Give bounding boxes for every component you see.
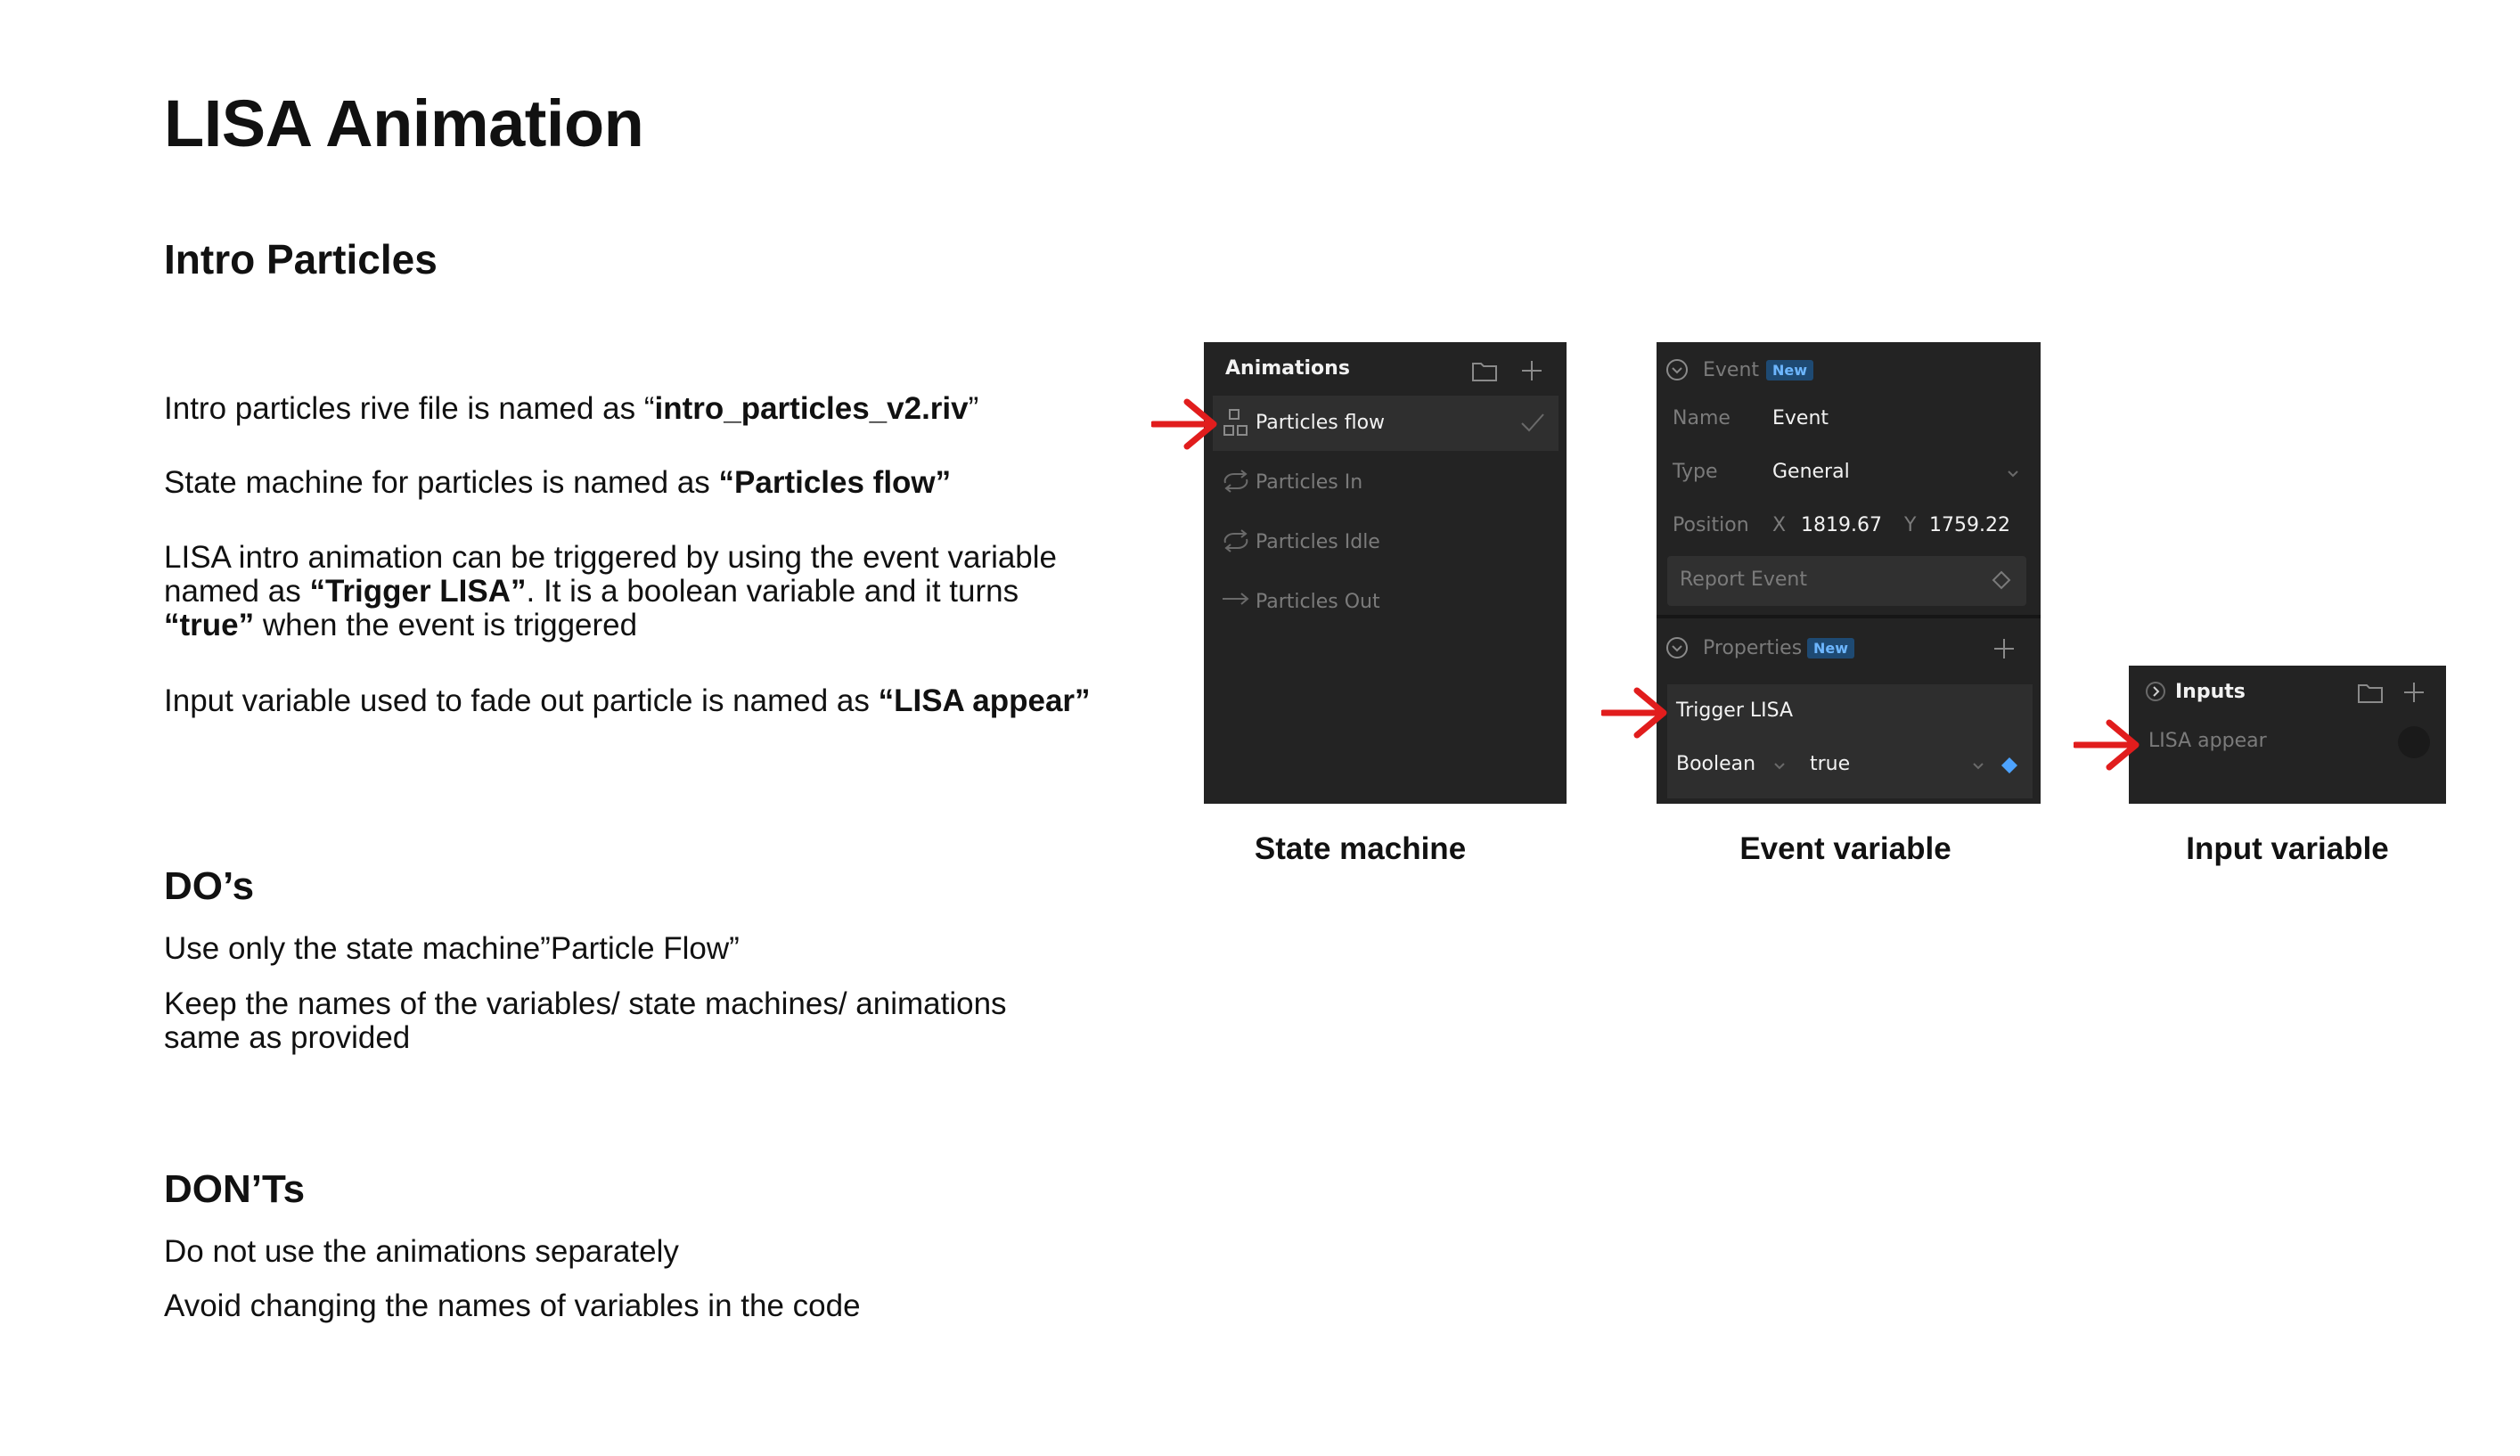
trigger-note: LISA intro animation can be triggered by using the event variable named as “Trigger LISA”. It is a boolean variable and it turns “true” when the event is triggered [164,540,1058,642]
dos-item: Keep the names of the variables/ state machines/ animations same as provided [164,986,1007,1055]
input-variable-caption: Input variable [2186,831,2389,866]
rive-file-note: Intro particles rive file is named as “intro_particles_v2.riv” [164,391,979,426]
add-icon[interactable] [1519,358,1544,383]
inputs-panel [2129,666,2446,804]
red-arrow-icon [2074,717,2140,773]
animation-item-particles-in[interactable]: Particles In [1256,471,1363,494]
x-label: X [1772,514,1787,536]
y-field[interactable]: 1759.22 [1929,514,2010,536]
property-name-field[interactable]: Trigger LISA [1676,699,1794,722]
collapse-icon[interactable] [1665,358,1689,381]
report-event-label: Report Event [1680,568,1807,591]
property-type-select[interactable]: Boolean [1676,753,1756,775]
animation-item-particles-idle[interactable]: Particles Idle [1256,531,1380,553]
donts-item: Avoid changing the names of variables in the code [164,1288,861,1323]
arrow-right-icon [1222,592,1250,606]
page-title: LISA Animation [164,86,644,160]
red-arrow-icon [1151,397,1217,452]
loop-icon [1222,469,1250,494]
input-variable-note: Input variable used to fade out particle is named as “LISA appear” [164,683,1091,718]
diamond-icon [1992,570,2011,590]
state-machine-panel [1204,342,1567,804]
chevron-down-icon[interactable] [1773,762,1786,771]
state-machine-note: State machine for particles is named as “Particles flow” [164,465,952,500]
animation-item-particles-flow[interactable]: Particles flow [1256,412,1386,434]
state-machine-caption: State machine [1254,831,1467,866]
panel-header: Animations [1225,357,1350,380]
name-field[interactable]: Event [1772,407,1829,429]
section-title: Intro Particles [164,236,438,282]
chevron-down-icon[interactable] [2007,470,2019,479]
type-label: Type [1673,461,1718,483]
chevron-down-icon[interactable] [1972,762,1984,771]
donts-heading: DON’Ts [164,1167,306,1211]
event-panel [1657,342,2041,804]
red-arrow-icon [1601,685,1667,740]
input-item-lisa-appear[interactable]: LISA appear [2148,730,2267,752]
folder-icon[interactable] [1471,360,1498,383]
add-icon[interactable] [1992,636,2017,661]
properties-header: Properties [1703,637,1803,659]
inputs-header: Inputs [2175,681,2246,703]
check-icon [1520,412,1545,433]
type-select[interactable]: General [1772,461,1850,483]
new-badge: New [1766,360,1813,380]
event-variable-caption: Event variable [1739,831,1951,866]
name-label: Name [1673,407,1730,429]
state-machine-icon [1223,408,1249,437]
x-field[interactable]: 1819.67 [1801,514,1882,536]
divider [1657,615,2041,618]
donts-item: Do not use the animations separately [164,1234,679,1269]
dos-item: Use only the state machine”Particle Flow” [164,931,740,966]
new-badge: New [1807,638,1854,658]
collapse-icon[interactable] [1665,636,1689,659]
property-value-select[interactable]: true [1810,753,1851,775]
dos-heading: DO’s [164,864,255,908]
folder-icon[interactable] [2357,682,2384,705]
animation-item-particles-out[interactable]: Particles Out [1256,591,1380,613]
keyframe-diamond-icon[interactable] [2000,757,2018,774]
y-label: Y [1904,514,1917,536]
position-label: Position [1673,514,1749,536]
loop-icon [1222,528,1250,553]
event-header: Event [1703,359,1760,381]
input-toggle[interactable] [2398,726,2430,758]
add-icon[interactable] [2401,680,2426,705]
expand-icon[interactable] [2145,681,2166,702]
